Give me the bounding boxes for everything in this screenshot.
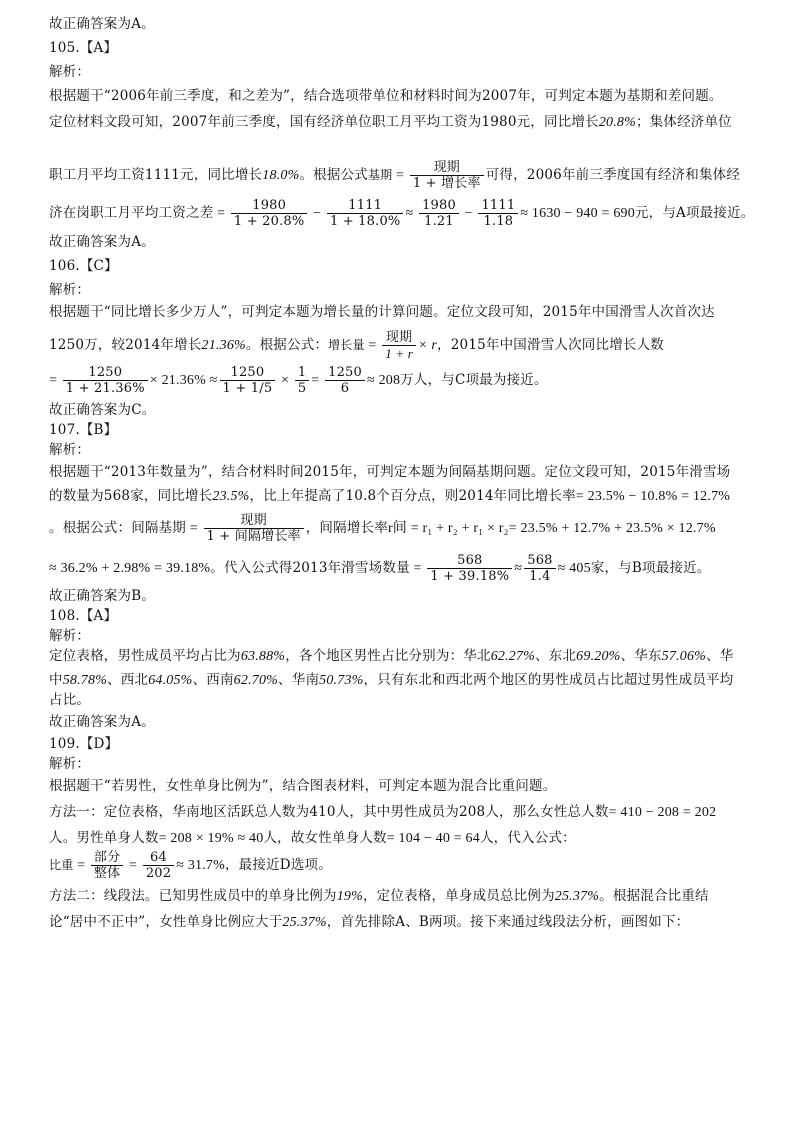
fraction [325,365,365,396]
question-number: 105.【A】 [49,40,118,56]
analysis-label: 解析： [49,282,91,298]
fraction-numerator: 1250 [325,365,365,381]
fraction-numerator: 1250 [220,365,276,381]
fraction-denominator: 202 [145,866,172,881]
math-value: ≈ 36.2% + 2.98% = 39.18% [49,561,211,576]
text: 万人，与C项最为接近。 [400,372,548,388]
math-value: = 23.5% − 10.8% = 12.7% [575,489,731,504]
fraction-denominator: 1 + 间隔增长率 [206,529,301,544]
fraction [327,198,404,229]
text: 定位表格，男性成员平均占比为 [49,648,241,664]
math-value: = 104 − 40 = 64 [386,831,480,846]
math-value: 18.0% [262,168,300,183]
fraction-denominator: 1 + 20.8% [233,214,305,229]
fraction-denominator: 1.18 [483,214,514,229]
math-value: r间 = r₁ + r₂ + r₁ × r₂= 23.5% + 12.7% + 23.5% × 12.7% [387,521,716,536]
answer-line: 故正确答案为A。 [49,16,155,32]
paragraph-line [49,886,760,907]
text: 、西北 [107,672,149,688]
paragraph-line: 比重 = $\frac{\text{部分}}{\text{整体}}$ = $\frac{64}{202}$ ≈ 31.7%，最接近D选项。 [49,850,332,881]
math-value: 63.88% [240,649,286,664]
fraction-numerator: 1250 [63,365,148,381]
formula-term: 比重 [49,858,74,872]
fraction-numerator: 部分 [91,850,123,866]
fraction [478,198,518,229]
text: 、华东 [620,648,662,664]
fraction [419,198,459,229]
fraction [91,850,123,881]
text: 人，代入公式： [479,830,576,846]
text: ，比上年提高了10.8个百分点，则2014年同比增长率 [249,488,576,504]
fraction-numerator: 1 [295,365,309,381]
text: 。根据混合比重结 [599,888,709,904]
answer-line: 故正确答案为A。 [49,234,155,250]
fraction [524,553,555,584]
fraction-numerator: 1980 [419,198,459,214]
paragraph-line: 占比。 [49,692,91,708]
fraction-denominator: 1 + 1/5 [222,381,273,396]
math-value: 50.73% [319,673,364,688]
text: 定位材料文段可知，2007年前三季度，国有经济单位职工月平均工资为1980元，同比增长 [49,114,599,130]
math-value: 64.05% [148,673,193,688]
text: ，2015年中国滑雪人次同比增长人数 [437,337,665,353]
text: 家，与B项最接近。 [590,560,711,576]
math-value: ≈ 1630 − 940 = 690 [520,206,635,221]
math-value: 62.27% [490,649,536,664]
fraction-numerator: 现期 [382,330,416,346]
fraction-numerator: 1980 [231,198,308,214]
math-value: 20.8% [598,115,636,130]
text: 济在岗职工月平均工资之差 [49,205,214,221]
formula-term: 基期 [367,168,393,182]
paragraph-line [49,802,760,823]
fraction [382,330,416,361]
math-value: ≈ 31.7% [176,858,225,873]
math-value: ≈ 208 [366,373,401,388]
text: ，首先排除A、B两项。接下来通过线段法分析，画图如下： [326,914,690,930]
fraction-numerator: 568 [524,553,555,569]
fraction [295,365,309,396]
fraction [143,850,174,881]
text: 。根据公式 [299,167,368,183]
fraction [63,365,148,396]
text: 论“居中不正中”，女性单身比例应大于 [49,914,283,930]
fraction [204,513,304,544]
text: 人。男性单身人数 [49,830,159,846]
text: ；集体经济单位 [635,114,732,130]
text: 可得，2006年前三季度国有经济和集体经 [485,167,741,183]
paragraph-line: 根据题干“同比增长多少万人”，可判定本题为增长量的计算问题。定位文段可知，2015年中国滑雪人次首次达 [49,304,715,320]
text: 职工月平均工资1111元，同比增长 [49,167,263,183]
text: 。代入公式得2013年滑雪场数量 [210,560,410,576]
fraction-denominator: 1.21 [424,214,454,229]
paragraph-line: 。根据公式：间隔基期 = $\frac{\text{现期}}{\text{1 + 间隔增长率}}$ ，间隔增长率r间 = r₁ + r₂ + r₁ × r₂= 23.5% + 12.7% + 23.5% × 12.7% [49,513,716,544]
math-value: 21.36% [201,338,246,353]
question-number: 109.【D】 [49,736,119,752]
fraction-numerator: 1111 [478,198,518,214]
text: 、西南 [192,672,234,688]
paragraph-line: ≈ 36.2% + 2.98% = 39.18%。代入公式得2013年滑雪场数量 = $\frac{568}{1 + 39.18\%}$ ≈ $\frac{568}{1.4}$ ≈ 405家，与B项最接近。 [49,553,711,584]
math-value: 62.70% [233,673,279,688]
text: 方法二：线段法。已知男性成员中的单身比例为 [49,888,337,904]
question-number: 107.【B】 [49,422,118,438]
text: ，最接近D选项。 [224,857,332,873]
fraction-denominator: 1 + 增长率 [412,176,481,191]
analysis-label: 解析： [49,756,91,772]
math-value: × r [418,338,438,353]
text: 的数量为568家，同比增长 [49,488,213,504]
fraction-denominator: 整体 [93,866,121,881]
paragraph-line [49,670,760,691]
fraction-denominator: 1.4 [529,569,551,584]
math-value: 58.78% [62,673,108,688]
paragraph-line: 根据题干“2013年数量为”，结合材料时间2015年，可判定本题为间隔基期问题。定位文段可知，2015年滑雪场 [49,464,731,480]
fraction [427,553,512,584]
math-value: 23.5% [212,489,250,504]
answer-line: 故正确答案为A。 [49,714,155,730]
math-value: 57.06% [661,649,707,664]
paragraph-line: = $\frac{1250}{1 + 21.36\%}$ × 21.36% ≈ $\frac{1250}{1 + 1/5}$ × $\frac{1}{5}$ = $\frac{1250}{6}$ ≈ 208万人，与C项最为接近。 [49,365,548,396]
fraction [231,198,308,229]
text: ，只有东北和西北两个地区的男性成员占比超过男性成员平均 [363,672,734,688]
math-value: 19% [336,889,363,904]
fraction-numerator: 568 [427,553,512,569]
math-value: × 21.36% ≈ [149,373,218,388]
text: 。根据公式：间隔基期 [49,520,186,536]
text: 、华南 [278,672,320,688]
fraction-denominator: 1 + r [385,346,414,361]
math-value: ≈ [514,561,523,576]
fraction-numerator: 现期 [204,513,304,529]
math-value: = 410 − 208 = 202 [608,805,717,820]
fraction [220,365,276,396]
text: 1250万，较2014年增长 [49,337,202,353]
math-value: 25.37% [282,915,327,930]
fraction [410,160,484,191]
math-value: ≈ 405 [557,561,591,576]
paragraph-line [49,486,760,507]
paragraph-line: 1250万，较2014年增长21.36%。根据公式：增长量 = $\frac{\text{现期}}{1 + r}$ × r，2015年中国滑雪人次同比增长人数 [49,330,665,361]
question-number: 108.【A】 [49,608,118,624]
text: 中 [49,672,63,688]
text: 。根据公式： [245,337,329,353]
question-number: 106.【C】 [49,258,118,274]
fraction-denominator: 1 + 18.0% [329,214,401,229]
math-value: 69.20% [576,649,621,664]
paragraph-line: 济在岗职工月平均工资之差 = $\frac{1980}{1 + 20.8\%}$ − $\frac{1111}{1 + 18.0\%}$ ≈ $\frac{1980}{1.21}$ − $\frac{1111}{1.18}$ ≈ 1630 − 940 = 690元，与A项最接近。 [49,198,755,229]
paragraph-line: 职工月平均工资1111元，同比增长18.0%。根据公式基期 = $\frac{\text{现期}}{\text{1 + 增长率}}$ 可得，2006年前三季度国有经济和集体经 [49,160,741,191]
text: 、华 [706,648,734,664]
fraction-numerator: 64 [143,850,174,866]
answer-line: 故正确答案为C。 [49,402,156,418]
text: ，定位表格，单身成员总比例为 [362,888,555,904]
analysis-label: 解析： [49,628,91,644]
text: 人，故女性单身人数 [263,830,387,846]
paragraph-line [49,912,760,933]
fraction-denominator: 1 + 21.36% [65,381,145,396]
paragraph-line [49,646,760,667]
formula-term: 增长量 [328,338,365,352]
analysis-label: 解析： [49,442,91,458]
fraction-denominator: 6 [340,381,350,396]
paragraph-line: 根据题干“2006年前三季度，和之差为”，结合选项带单位和材料时间为2007年，可判定本题为基期和差问题。 [49,88,723,104]
text: 元，与A项最接近。 [634,205,755,221]
fraction-denominator: 1 + 39.18% [430,569,510,584]
math-value: 25.37% [554,889,600,904]
text: 方法一：定位表格，华南地区活跃总人数为410人，其中男性成员为208人，那么女性总人数 [49,804,609,820]
math-value: = 208 × 19% ≈ 40 [158,831,264,846]
paragraph-line [49,112,760,133]
text: ，间隔增长率 [305,520,388,536]
paragraph-line: 根据题干“若男性，女性单身比例为”，结合图表材料，可判定本题为混合比重问题。 [49,778,557,794]
paragraph-line [49,828,760,849]
fraction-denominator: 5 [297,381,307,396]
answer-line: 故正确答案为B。 [49,588,156,604]
fraction-numerator: 现期 [410,160,484,176]
fraction-numerator: 1111 [327,198,404,214]
text: 、东北 [535,648,577,664]
analysis-label: 解析： [49,64,91,80]
text: ，各个地区男性占比分别为：华北 [285,648,491,664]
